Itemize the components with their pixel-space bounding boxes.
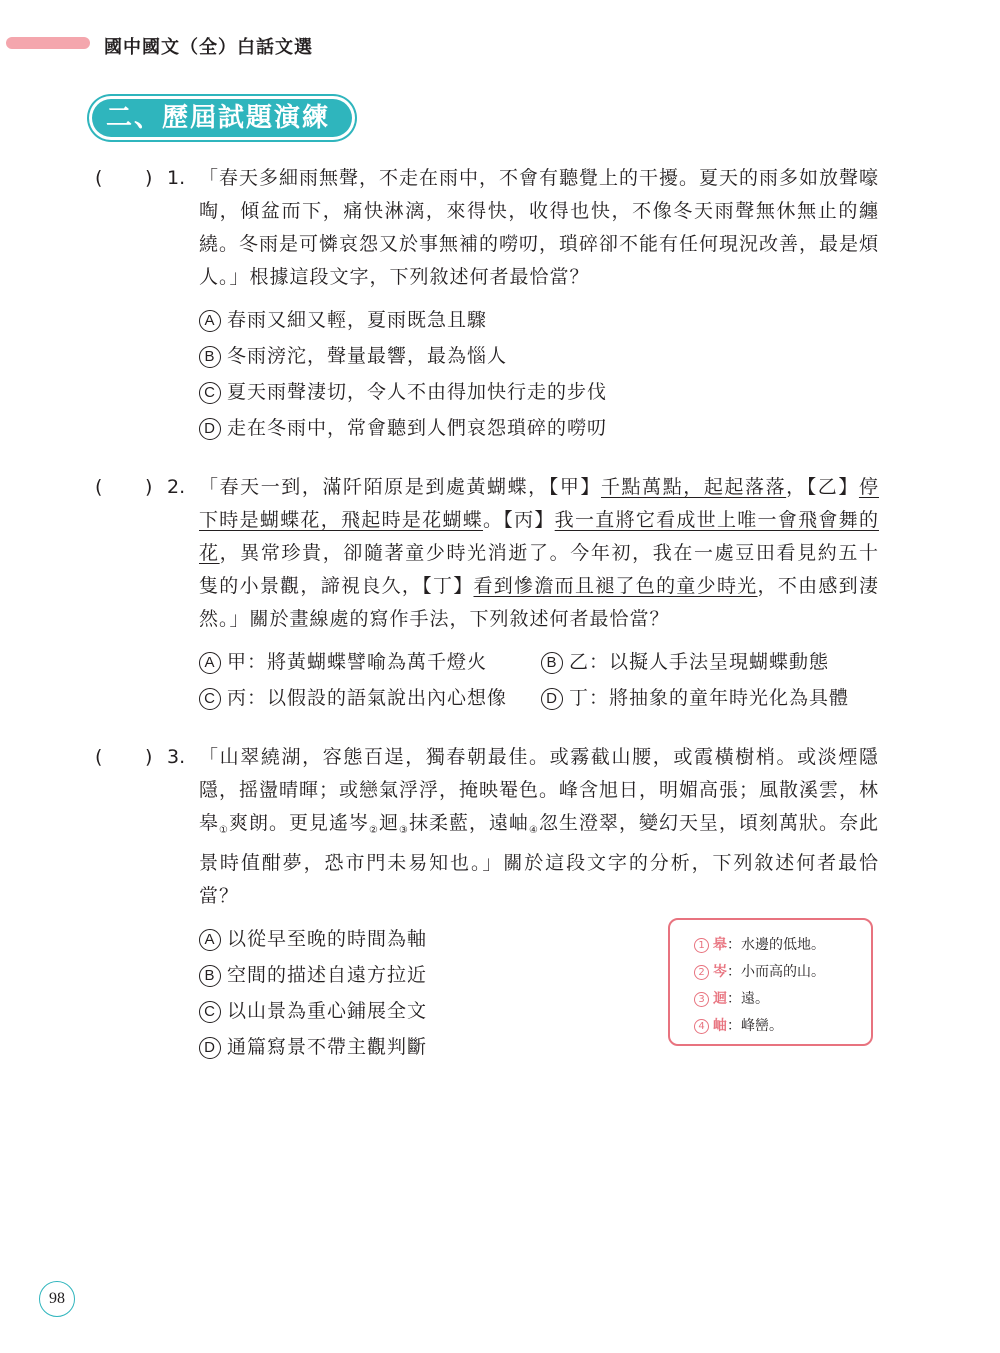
footnote-marker-4: ④ (528, 825, 539, 836)
option-a[interactable] (199, 302, 885, 338)
answer-paren-close: ) (145, 746, 153, 768)
header-accent-bar (6, 37, 90, 49)
option-letter-badge: D (199, 1037, 221, 1059)
stem-text: 忽生澄翠，變幻天呈，頃刻萬狀。奈此景時值酣夢，恐市門未易知也。」關於這段文字的分析，下列敘述何者最恰當？ (199, 812, 879, 907)
note-item (694, 986, 871, 1013)
note-number-badge: 1 (694, 938, 709, 953)
question-2 (95, 471, 885, 716)
footnote-marker-2: ② (369, 825, 379, 836)
option-c[interactable] (199, 374, 885, 410)
option-text: 甲：將黃蝴蝶譬喻為萬千燈火 (227, 651, 488, 673)
note-definition: ：遠。 (727, 991, 769, 1007)
underlined-phrase-jia: 千點萬點，起起落落 (600, 476, 787, 498)
question-stem (199, 741, 879, 913)
note-definition: ：峰巒。 (727, 1018, 783, 1034)
note-definition: ：小而高的山。 (727, 964, 825, 980)
note-number-badge: 2 (694, 965, 709, 980)
question-number: 2. (167, 476, 186, 498)
stem-text: 迴 (378, 812, 399, 834)
note-item (694, 1013, 871, 1040)
note-number-badge: 4 (694, 1019, 709, 1034)
note-item (694, 932, 871, 959)
question-stem (199, 471, 879, 636)
option-text: 空間的描述自遠方拉近 (227, 964, 428, 986)
question-number: 3. (167, 746, 186, 768)
answer-paren-close: ) (145, 167, 153, 189)
option-text: 以山景為重心鋪展全文 (227, 1000, 428, 1022)
book-title: 國中國文（全）白話文選 (104, 37, 313, 58)
option-text: 以從早至晚的時間為軸 (227, 928, 428, 950)
answer-paren-open: ( (95, 476, 103, 498)
question-stem: 「春天多細雨無聲，不走在雨中，不會有聽覺上的干擾。夏天的雨多如放聲嚎啕，傾盆而下，痛快淋漓，來得快，收得也快，不像冬天雨聲無休無止的纏繞。冬雨是可憐哀怨又於事無補的嘮叨，瑣碎卻不能有任何現況改善，最是煩人。」根據這段文字，下列敘述何者最恰當？ (199, 167, 880, 288)
option-letter-badge: C (199, 382, 221, 404)
stem-text: 爽朗。更見遙岑 (228, 812, 369, 834)
vocabulary-note-box (668, 918, 873, 1046)
option-d[interactable] (541, 680, 883, 716)
stem-text: 。【丙】 (483, 509, 555, 531)
answer-paren-open: ( (95, 746, 103, 768)
stem-text: ，不由感到淒然。」關於畫線處的寫作手法，下列敘述何者最恰當？ (199, 575, 879, 630)
underlined-phrase-bing: 我一直將它看成世上唯一會飛會舞的花 (199, 509, 879, 564)
underlined-phrase-yi: 停下時是蝴蝶花，飛起時是花蝴蝶 (199, 476, 879, 531)
answer-paren-close: ) (145, 476, 153, 498)
options-row (199, 644, 885, 680)
option-a[interactable] (199, 644, 541, 680)
footnote-marker-3: ③ (398, 825, 409, 836)
question-number: 1. (167, 167, 186, 189)
option-text: 丁：將抽象的童年時光化為具體 (569, 687, 850, 709)
stem-text: 「山翠繞湖，容態百逞，獨春朝最佳。或霧截山腰，或霞橫樹梢。或淡煙隱隱，摇盪晴暉；或戀氣浮浮，掩映罨色。峰含旭日，明媚高張；風散溪雲，林皋 (199, 746, 880, 834)
question-1 (95, 162, 885, 446)
option-letter-badge: A (199, 652, 221, 674)
stem-text: 「春天一到，滿阡陌原是到處黃蝴蝶，【甲】 (199, 476, 601, 498)
note-item (694, 959, 871, 986)
underlined-phrase-ding: 看到慘澹而且褪了色的童少時光 (473, 575, 758, 597)
option-text: 丙：以假設的語氣說出內心想像 (227, 687, 508, 709)
option-b[interactable] (541, 644, 883, 680)
option-c[interactable] (199, 680, 541, 716)
option-text: 通篇寫景不帶主觀判斷 (227, 1036, 428, 1058)
option-d[interactable] (199, 410, 885, 446)
option-letter-badge: D (199, 418, 221, 440)
page-number: 98 (39, 1281, 75, 1317)
options-list (199, 302, 885, 446)
option-letter-badge: C (199, 1001, 221, 1023)
options-row (199, 680, 885, 716)
option-text: 春雨又細又輕，夏雨既急且驟 (227, 309, 488, 331)
stem-text: 抹柔藍，遠岫 (408, 812, 529, 834)
note-definition: ：水邊的低地。 (727, 937, 825, 953)
option-text: 冬雨滂沱，聲量最響，最為惱人 (227, 345, 508, 367)
stem-text: ，異常珍貴，卻隨著童少時光消逝了。今年初，我在一處豆田看見約五十隻的小景觀，諦視良久，【丁】 (199, 542, 879, 597)
option-letter-badge: D (541, 688, 563, 710)
note-term: 迴 (713, 991, 727, 1007)
option-letter-badge: B (199, 346, 221, 368)
option-text: 走在冬雨中，常會聽到人們哀怨瑣碎的嘮叨 (227, 417, 608, 439)
note-term: 岑 (713, 964, 727, 980)
footnote-marker-1: ① (219, 825, 229, 836)
option-text: 乙：以擬人手法呈現蝴蝶動態 (569, 651, 830, 673)
stem-text: ，【乙】 (786, 476, 859, 498)
option-letter-badge: B (199, 965, 221, 987)
section-title: 二、歷屆試題演練 (106, 103, 331, 133)
note-term: 皋 (713, 937, 727, 953)
option-letter-badge: C (199, 688, 221, 710)
note-number-badge: 3 (694, 992, 709, 1007)
option-letter-badge: B (541, 652, 563, 674)
options-list (199, 644, 885, 716)
option-b[interactable] (199, 338, 885, 374)
note-term: 岫 (713, 1018, 727, 1034)
option-letter-badge: A (199, 310, 221, 332)
option-letter-badge: A (199, 929, 221, 951)
answer-paren-open: ( (95, 167, 103, 189)
option-text: 夏天雨聲淒切，令人不由得加快行走的步伐 (227, 381, 608, 403)
